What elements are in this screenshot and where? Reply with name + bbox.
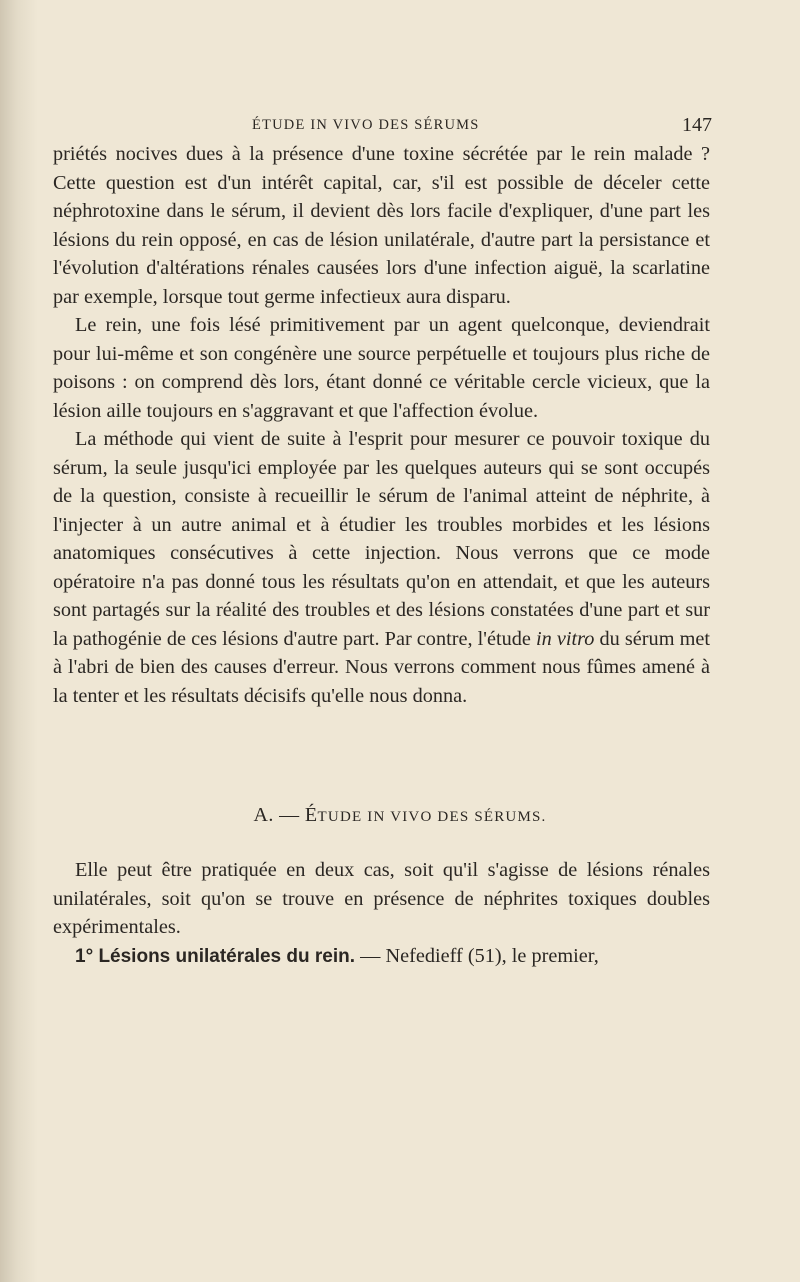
body-text-lower [53,856,710,971]
paragraph-methode-text-b: du sérum met à l'abri de bien des causes d'erreur. Nous verrons comment nous fûmes amené à la tenter et les résultats décisifs qu'elle nous donna. [53,627,710,707]
section-heading-prefix: A. — É [253,804,318,826]
page-number: 147 [682,114,712,136]
body-text-upper [53,140,710,710]
section-heading [0,804,800,827]
paragraph-rein-lese: Le rein, une fois lésé primitivement par un agent quelconque, deviendrait pour lui-même et son congénère une source perpétuelle et toujours plus riche de poisons : on comprend dès lors, étant donné ce véritable cercle vicieux, que la lésion aille toujours en s'aggravant et que l'affection évolue. [53,314,710,422]
section-heading-smallcaps: TUDE IN VIVO DES SÉRUMS. [317,809,547,825]
paragraph-lesions-unilaterales [53,942,710,972]
running-head-title: ÉTUDE IN VIVO DES SÉRUMS [252,117,480,133]
paragraph-methode-text-a: La méthode qui vient de suite à l'esprit pour mesurer ce pouvoir toxique du sérum, la seule jusqu'ici employée par les quelques auteurs qui se sont occupés de la question, consiste à recueillir le sérum de l'animal atteint de néphrite, à l'injecter à un autre animal et à étudier les troubles morbides et les lésions anatomiques consécutives à cette injection. Nous verrons que ce mode opératoire n'a pas donné tous les résultats qu'on en attendait, et que les auteurs sont partagés sur la réalité des troubles et des lésions constatées d'une part et sur la pathogénie de ces lésions d'autre part. Par contre, l'étude [53,428,710,650]
italic-in-vitro: in vitro [535,627,595,650]
paragraph-methode [53,425,710,710]
paragraph-lesions-text: — Nefedieff (51), le premier, [355,944,599,967]
paragraph-deux-cas: Elle peut être pratiquée en deux cas, soit qu'il s'agisse de lésions rénales unilatérales, soit qu'on se trouve en présence de néphrites toxiques doubles expérimentales. [53,859,710,938]
bold-subheading: 1° Lésions unilatérales du rein. [75,945,356,967]
paragraph-continuation: priétés nocives dues à la présence d'une toxine sécrétée par le rein malade ? Cette question est d'un intérêt capital, car, s'il est possible de déceler cette néphrotoxine dans le sérum, il devient dès lors facile d'expliquer, d'une part les lésions du rein opposé, en cas de lésion unilatérale, d'autre part la persistance et l'évolution d'altérations rénales causées lors d'une infection aiguë, la scarlatine par exemple, lorsque tout germe infectieux aura disparu. [53,143,710,308]
running-head [252,114,712,138]
